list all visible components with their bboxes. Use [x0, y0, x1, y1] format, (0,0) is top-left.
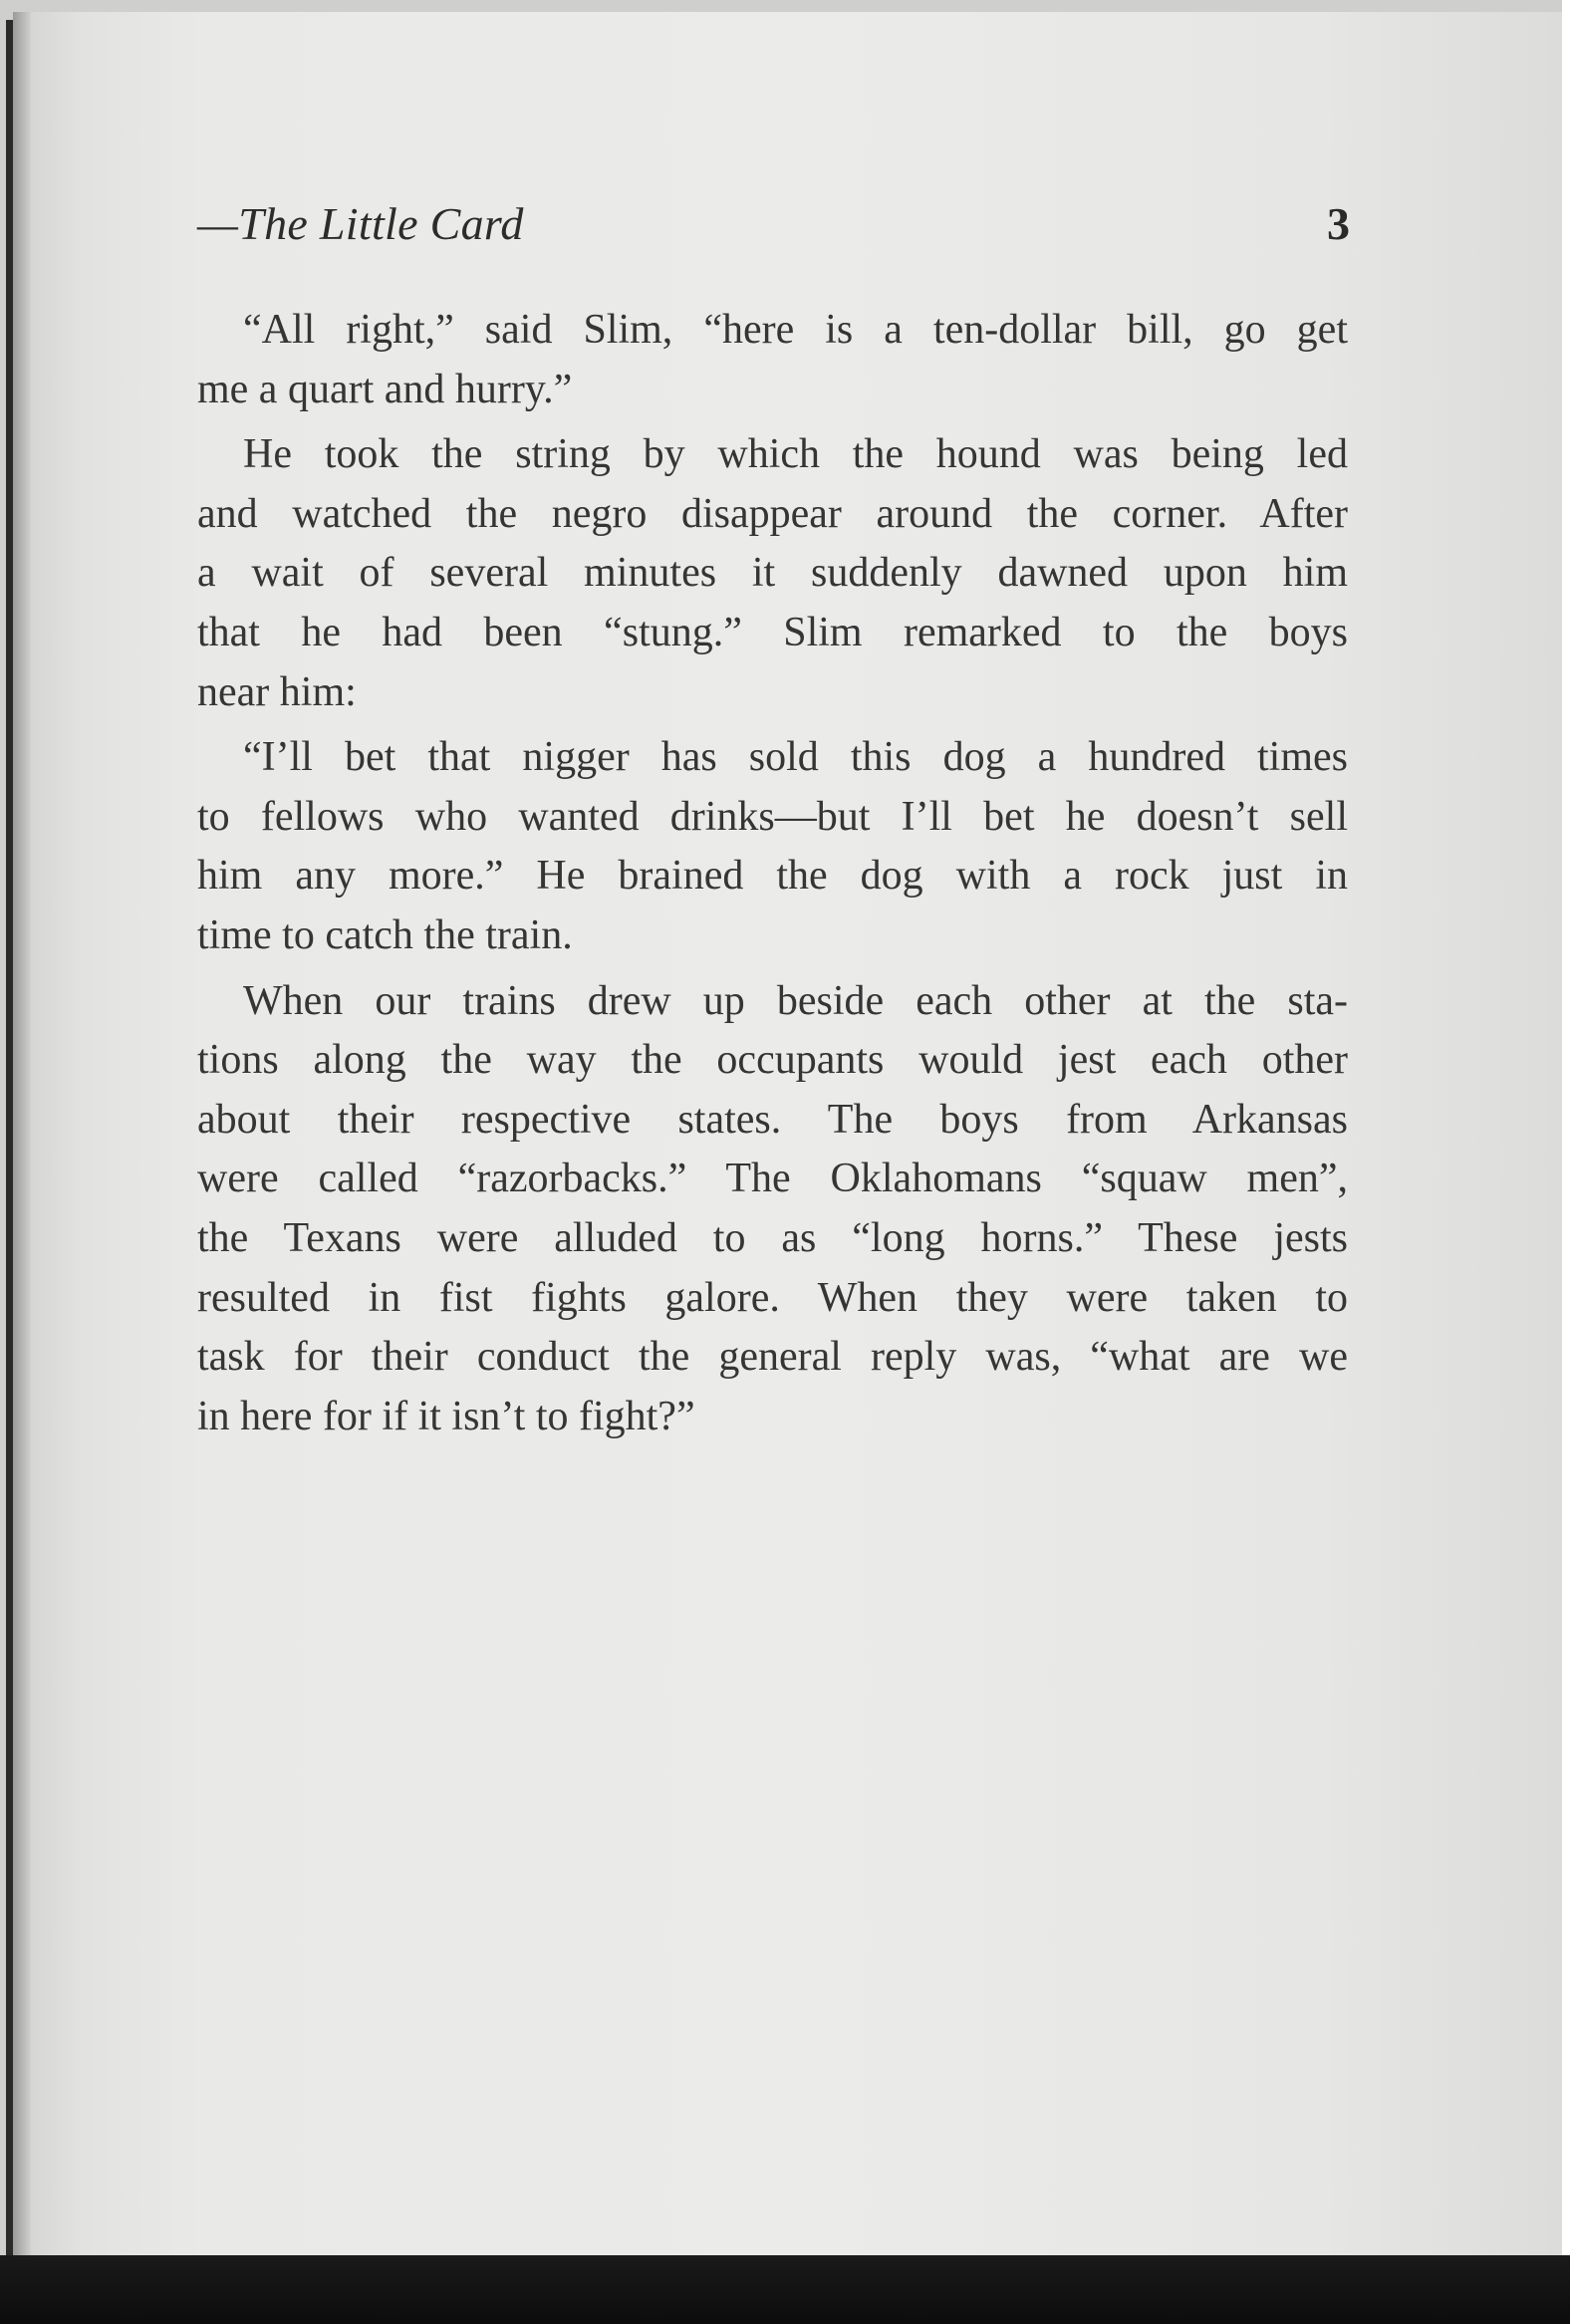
- body-text: [197, 301, 1348, 1452]
- text-line: him any more.” He brained the dog with a rock just in: [197, 853, 1348, 900]
- text-line: and watched the negro disappear around the corner. After: [197, 490, 1348, 537]
- scanner-bed-edge: [0, 2255, 1570, 2324]
- running-title: —The Little Card: [197, 198, 524, 249]
- text-line: about their respective states. The boys from Arkansas: [197, 1096, 1348, 1143]
- paragraph: [197, 972, 1348, 1447]
- text-line: to fellows who wanted drinks—but I’ll bet he doesn’t sell: [197, 793, 1348, 840]
- text-line: the Texans were alluded to as “long horns.” These jests: [197, 1214, 1348, 1261]
- text-line: near him:: [197, 668, 357, 715]
- page-number: 3: [1327, 198, 1350, 249]
- text-line: task for their conduct the general reply was, “what are we: [197, 1334, 1348, 1381]
- text-line: tions along the way the occupants would jest each other: [197, 1037, 1348, 1084]
- text-line: time to catch the train.: [197, 911, 573, 958]
- binding-edge: [6, 20, 13, 2271]
- paragraph: [197, 425, 1348, 722]
- paragraph: [197, 728, 1348, 965]
- text-line: resulted in fist fights galore. When they were taken to: [197, 1274, 1348, 1321]
- text-line: “All right,” said Slim, “here is a ten-dollar bill, go get: [243, 307, 1348, 353]
- paragraph: [197, 301, 1348, 419]
- text-line: a wait of several minutes it suddenly dawned upon him: [197, 550, 1348, 597]
- text-line: in here for if it isn’t to fight?”: [197, 1393, 695, 1439]
- text-line: “I’ll bet that nigger has sold this dog a hundred times: [243, 734, 1348, 781]
- text-line: He took the string by which the hound was being led: [243, 431, 1348, 478]
- spine-shadow: [13, 12, 31, 2255]
- scan-margin: [1562, 0, 1570, 2324]
- text-line: that he had been “stung.” Slim remarked to the boys: [197, 609, 1348, 655]
- text-line: When our trains drew up beside each other at the sta-: [243, 977, 1348, 1024]
- text-line: were called “razorbacks.” The Oklahomans “squaw men”,: [197, 1156, 1348, 1202]
- text-line: me a quart and hurry.”: [197, 366, 573, 412]
